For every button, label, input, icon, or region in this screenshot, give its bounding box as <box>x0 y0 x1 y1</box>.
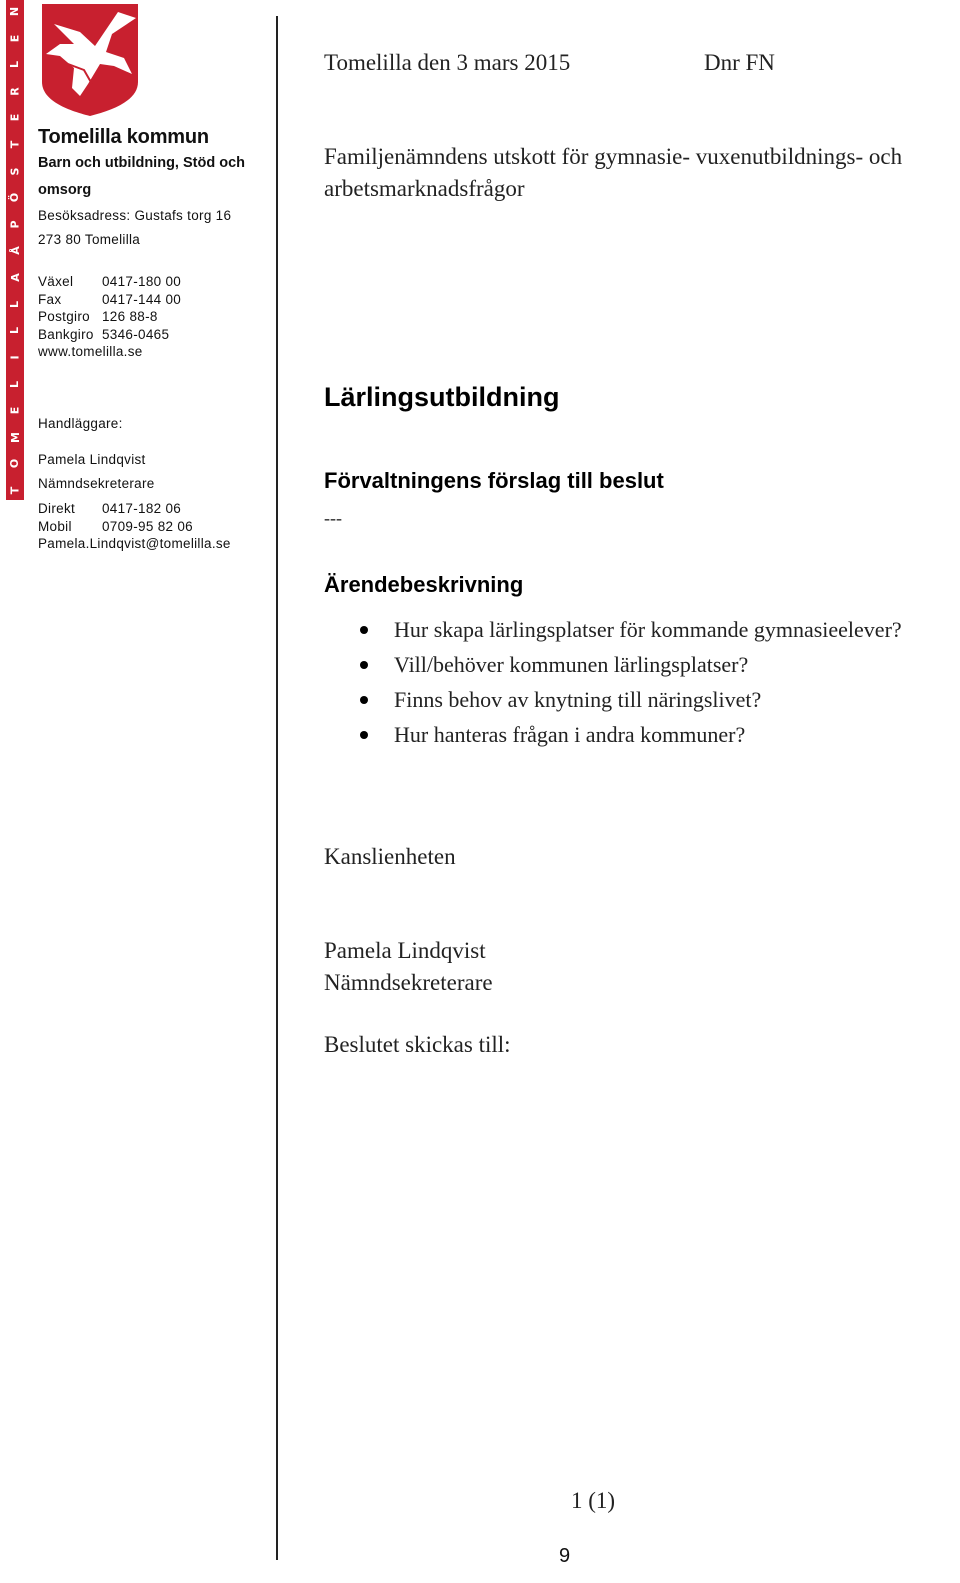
handler-title: Nämndsekreterare <box>38 476 155 491</box>
banner-letter: T <box>8 486 22 495</box>
dnr: Dnr FN <box>704 50 775 75</box>
banner-letter: E <box>8 114 22 122</box>
bullet-icon <box>360 661 368 669</box>
vertical-divider <box>276 16 278 1560</box>
banner-letter: L <box>8 300 22 308</box>
postal-address: 273 80 Tomelilla <box>38 232 141 247</box>
contact-value: 0417-180 00 <box>102 274 182 289</box>
crest-icon <box>40 4 140 116</box>
contact-value: 0417-182 06 <box>102 501 182 516</box>
contact-value: 0417-144 00 <box>102 291 182 307</box>
handler-email-link[interactable]: Pamela.Lindqvist@tomelilla.se <box>38 536 231 552</box>
description-bullet-list <box>358 612 902 752</box>
contact-label: Bankgiro <box>38 326 94 342</box>
unit-name: Kanslienheten <box>324 844 456 869</box>
committee-line1: Familjenämndens utskott för gymnasie- vuxenutbildnings- och <box>324 144 903 169</box>
handler-label: Handläggare: <box>38 416 123 431</box>
page-number: 9 <box>559 1545 571 1567</box>
contact-label: Växel <box>38 274 74 289</box>
sent-to-label: Beslutet skickas till: <box>324 1032 511 1057</box>
contact-value: 126 88-8 <box>102 309 158 325</box>
banner-letter: L <box>8 327 22 335</box>
banner-letter: N <box>8 6 22 17</box>
contact-row <box>38 273 181 291</box>
bullet-item <box>358 612 902 647</box>
org-department-line2: omsorg <box>38 182 92 198</box>
banner-letter: I <box>8 355 22 360</box>
bullet-item <box>358 717 902 752</box>
banner-letter: O <box>8 459 22 469</box>
description-heading: Ärendebeskrivning <box>324 572 524 597</box>
signer-title: Nämndsekreterare <box>324 970 493 995</box>
banner-letter: T <box>8 140 22 149</box>
handler-contact-list <box>38 500 231 553</box>
bullet-text: Hur hanteras frågan i andra kommuner? <box>394 721 746 747</box>
signer-name: Pamela Lindqvist <box>324 938 486 963</box>
committee-line2: arbetsmarknadsfrågor <box>324 176 525 201</box>
banner-letter: S <box>8 167 22 176</box>
banner-letter: L <box>8 61 22 69</box>
banner-letter: E <box>8 406 22 415</box>
banner-letter: E <box>8 34 22 42</box>
bullet-icon <box>360 696 368 704</box>
proposal-heading: Förvaltningens förslag till beslut <box>324 468 664 493</box>
bullet-icon <box>360 731 368 739</box>
proposal-text: --- <box>324 508 342 528</box>
page-title: Lärlingsutbildning <box>324 382 560 412</box>
vertical-banner <box>6 0 24 500</box>
bullet-item <box>358 647 902 682</box>
banner-letter: Ö <box>8 193 22 203</box>
contact-row <box>38 308 181 326</box>
contact-value: 0709-95 82 06 <box>102 518 193 534</box>
bullet-text: Finns behov av knytning till näringslivet? <box>394 686 762 712</box>
website-link[interactable]: www.tomelilla.se <box>38 344 143 360</box>
contact-label: Fax <box>38 291 62 307</box>
contact-row <box>38 518 231 536</box>
banner-letter: P <box>8 220 22 229</box>
contact-row <box>38 326 181 344</box>
contact-row <box>38 291 181 309</box>
contact-value: 5346-0465 <box>102 326 170 342</box>
banner-letter: M <box>8 431 22 443</box>
bullet-icon <box>360 626 368 634</box>
date-line: Tomelilla den 3 mars 2015 <box>324 50 571 75</box>
bullet-item <box>358 682 902 717</box>
page-count: 1 (1) <box>571 1488 616 1513</box>
banner-letter: L <box>8 380 22 388</box>
org-department-line1: Barn och utbildning, Stöd och <box>38 155 246 171</box>
contact-label: Postgiro <box>38 309 90 325</box>
banner-letter: Å <box>8 246 22 256</box>
bullet-text: Vill/behöver kommunen lärlingsplatser? <box>394 651 749 677</box>
banner-letter: A <box>8 273 22 282</box>
handler-name: Pamela Lindqvist <box>38 452 146 467</box>
contact-list <box>38 273 181 361</box>
contact-label: Mobil <box>38 518 72 534</box>
contact-label: Direkt <box>38 501 76 516</box>
bullet-text: Hur skapa lärlingsplatser för kommande gymnasieelever? <box>394 616 902 642</box>
banner-letter: R <box>8 87 22 96</box>
visit-address: Besöksadress: Gustafs torg 16 <box>38 208 232 223</box>
org-name: Tomelilla kommun <box>38 126 209 148</box>
contact-row <box>38 500 231 518</box>
